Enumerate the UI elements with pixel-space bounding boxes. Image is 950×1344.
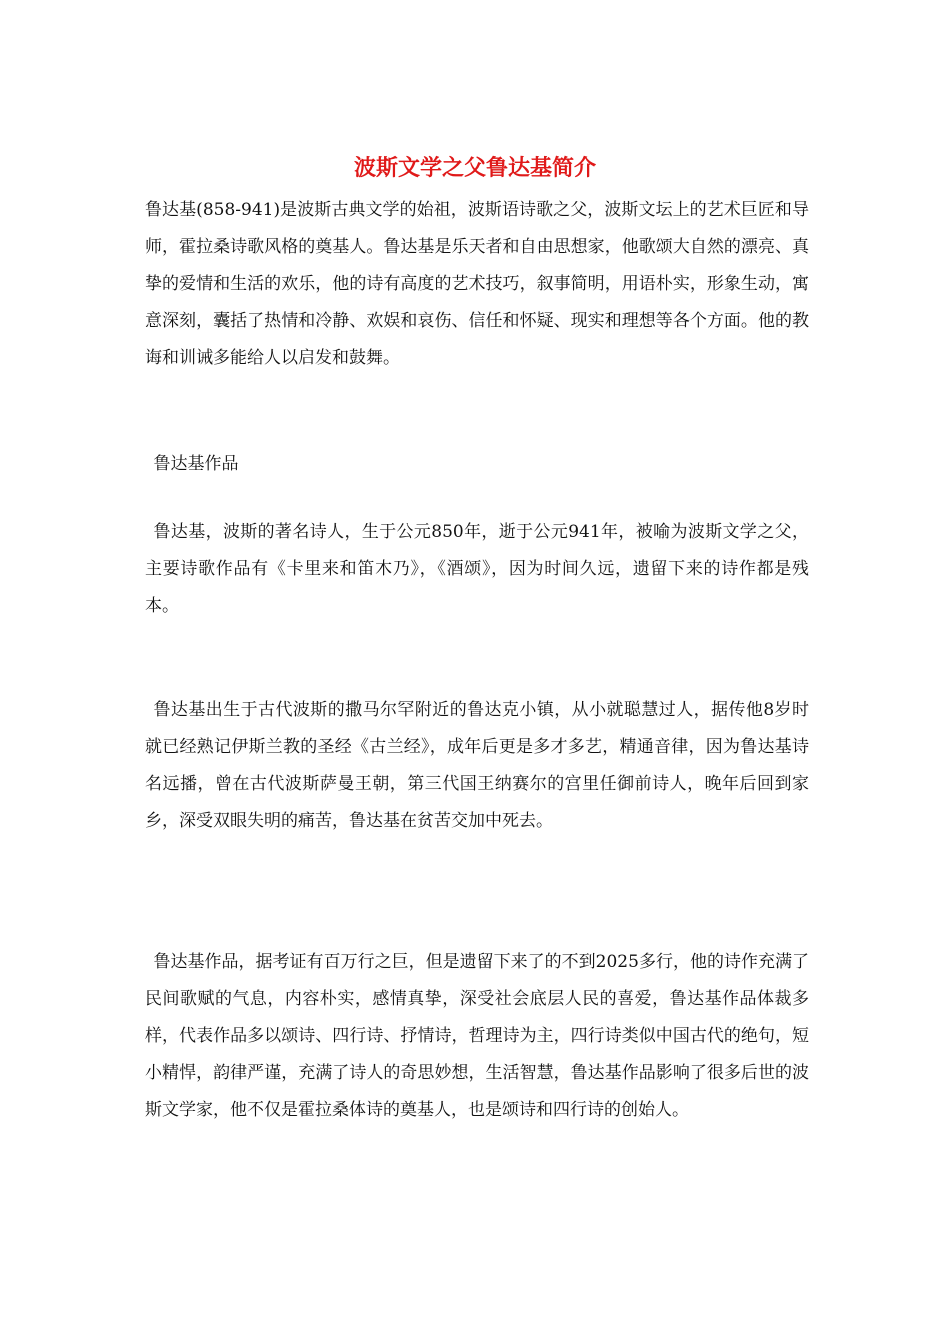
paragraph-early-life: 鲁达基出生于古代波斯的撒马尔罕附近的鲁达克小镇，从小就聪慧过人，据传他8岁时就已经熟记伊斯兰教的圣经《古兰经》，成年后更是多才多艺，精通音律，因为鲁达基诗名远播，曾在古代波斯萨曼王朝，第三代国王纳赛尔的宫里任御前诗人，晚年后回到家乡，深受双眼失明的痛苦，鲁达基在贫苦交加中死去。	[145, 700, 809, 831]
paragraph-works-detail: 鲁达基作品，据考证有百万行之巨，但是遗留下来了的不到2025多行，他的诗作充满了民间歌赋的气息，内容朴实，感情真挚，深受社会底层人民的喜爱，鲁达基作品体裁多样，代表作品多以颂诗、四行诗、抒情诗，哲理诗为主，四行诗类似中国古代的绝句，短小精悍，韵律严谨，充满了诗人的奇思妙想，生活智慧，鲁达基作品影响了很多后世的波斯文学家，他不仅是霍拉桑体诗的奠基人，也是颂诗和四行诗的创始人。	[145, 952, 809, 1120]
section-heading-works: 鲁达基作品	[153, 454, 239, 474]
intro-paragraph: 鲁达基(858-941)是波斯古典文学的始祖，波斯语诗歌之父，波斯文坛上的艺术巨匠和导师，霍拉桑诗歌风格的奠基人。鲁达基是乐天者和自由思想家，他歌颂大自然的漂亮、真挚的爱情和生活的欢乐，他的诗有高度的艺术技巧，叙事简明，用语朴实，形象生动，寓意深刻，囊括了热情和冷静、欢娱和哀伤、信任和怀疑、现实和理想等各个方面。他的教诲和训诫多能给人以启发和鼓舞。	[145, 200, 809, 368]
paragraph-biography: 鲁达基，波斯的著名诗人，生于公元850年，逝于公元941年，被喻为波斯文学之父，主要诗歌作品有《卡里来和笛木乃》，《酒颂》，因为时间久远，遗留下来的诗作都是残本。	[145, 522, 809, 616]
document-title: 波斯文学之父鲁达基简介	[353, 155, 596, 181]
